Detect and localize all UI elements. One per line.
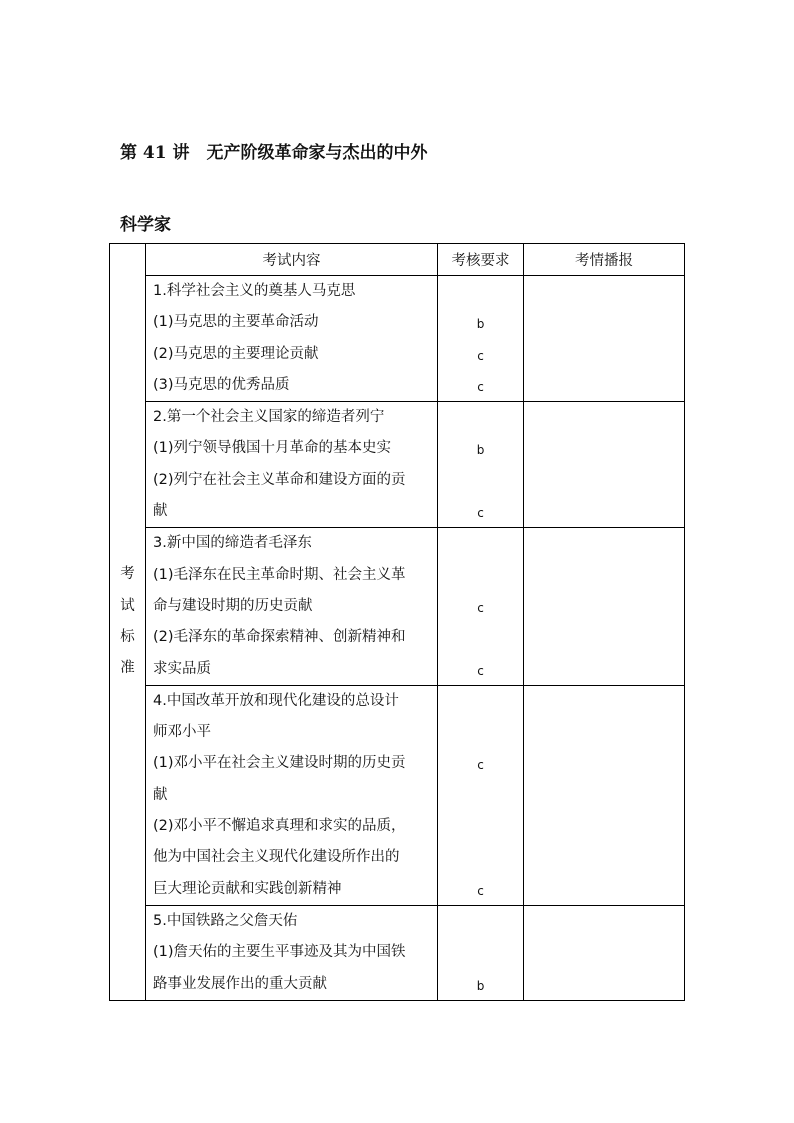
content-line: (3)马克思的优秀品质: [153, 376, 290, 393]
page-title-line2: 科学家: [120, 215, 171, 235]
report-cell: [524, 402, 685, 528]
content-line: 献: [153, 503, 168, 520]
table-row: [110, 528, 685, 685]
level-value: [438, 811, 523, 842]
content-line: 4.中国改革开放和现代化建设的总设计: [153, 692, 399, 709]
content-line: (1)列宁领导俄国十月革命的基本史实: [153, 440, 392, 457]
level-value: [438, 906, 523, 937]
report-cell: [524, 685, 685, 905]
content-line: 他为中国社会主义现代化建设所作出的: [153, 849, 400, 866]
page-title-line1: 第 41 讲 无产阶级革命家与杰出的中外: [120, 143, 428, 163]
exam-standards-table: [109, 243, 685, 1001]
content-line: 巨大理论贡献和实践创新精神: [153, 880, 342, 897]
table-row: [110, 276, 685, 402]
content-line: (2)邓小平不懈追求真理和求实的品质，: [153, 818, 406, 835]
requirement-cell: [438, 685, 524, 905]
level-value: [438, 465, 523, 496]
level-value: c: [477, 600, 484, 615]
level-value: [438, 276, 523, 307]
side-label-cell: [110, 244, 146, 1001]
requirement-cell: [438, 276, 524, 402]
content-line: 5.中国铁路之父詹天佑: [153, 912, 298, 929]
header-requirement: 考核要求: [438, 244, 524, 276]
content-cell: [146, 528, 438, 685]
level-value: c: [477, 379, 484, 394]
header-report: 考情播报: [524, 244, 685, 276]
content-line: 献: [153, 786, 168, 803]
report-cell: [524, 528, 685, 685]
level-value: b: [476, 443, 485, 458]
content-line: (2)毛泽东的革命探索精神、创新精神和: [153, 629, 406, 646]
level-value: [438, 622, 523, 653]
requirement-cell: [438, 905, 524, 1000]
content-line: 命与建设时期的历史贡献: [153, 597, 313, 614]
level-value: [438, 937, 523, 968]
level-value: c: [477, 506, 484, 521]
side-label: [110, 559, 145, 684]
content-cell: [146, 685, 438, 905]
level-value: c: [477, 663, 484, 678]
content-line: 2.第一个社会主义国家的缔造者列宁: [153, 409, 385, 426]
content-line: (1)马克思的主要革命活动: [153, 314, 319, 331]
requirement-cell: [438, 402, 524, 528]
requirement-cell: [438, 528, 524, 685]
level-value: [438, 686, 523, 717]
side-label-char: 准: [120, 660, 135, 677]
side-label-char: 试: [120, 597, 135, 614]
side-label-char: 考: [120, 566, 135, 583]
content-cell: [146, 276, 438, 402]
report-cell: [524, 905, 685, 1000]
level-value: c: [477, 883, 484, 898]
level-value: [438, 528, 523, 559]
content-line: (1)邓小平在社会主义建设时期的历史贡: [153, 755, 406, 772]
table-row: [110, 905, 685, 1000]
table-header-row: [110, 244, 685, 276]
level-value: b: [476, 317, 485, 332]
content-line: (1)毛泽东在民主革命时期、社会主义革: [153, 566, 406, 583]
content-cell: [146, 402, 438, 528]
content-line: 3.新中国的缔造者毛泽东: [153, 535, 312, 552]
level-value: [438, 842, 523, 873]
header-content: 考试内容: [146, 244, 438, 276]
content-line: 1.科学社会主义的奠基人马克思: [153, 283, 356, 299]
report-cell: [524, 276, 685, 402]
content-line: (2)列宁在社会主义革命和建设方面的贡: [153, 471, 406, 488]
level-value: c: [477, 348, 484, 363]
content-line: (2)马克思的主要理论贡献: [153, 345, 319, 362]
table-row: [110, 685, 685, 905]
content-line: 师邓小平: [153, 724, 211, 741]
level-value: b: [476, 978, 485, 993]
level-value: [438, 780, 523, 811]
content-cell: [146, 905, 438, 1000]
level-value: c: [477, 758, 484, 773]
level-value: [438, 717, 523, 748]
content-line: 路事业发展作出的重大贡献: [153, 975, 327, 992]
table-row: [110, 402, 685, 528]
level-value: [438, 560, 523, 591]
side-label-char: 标: [120, 628, 135, 645]
content-line: 求实品质: [153, 660, 211, 677]
content-line: (1)詹天佑的主要生平事迹及其为中国铁: [153, 944, 406, 961]
level-value: [438, 402, 523, 433]
